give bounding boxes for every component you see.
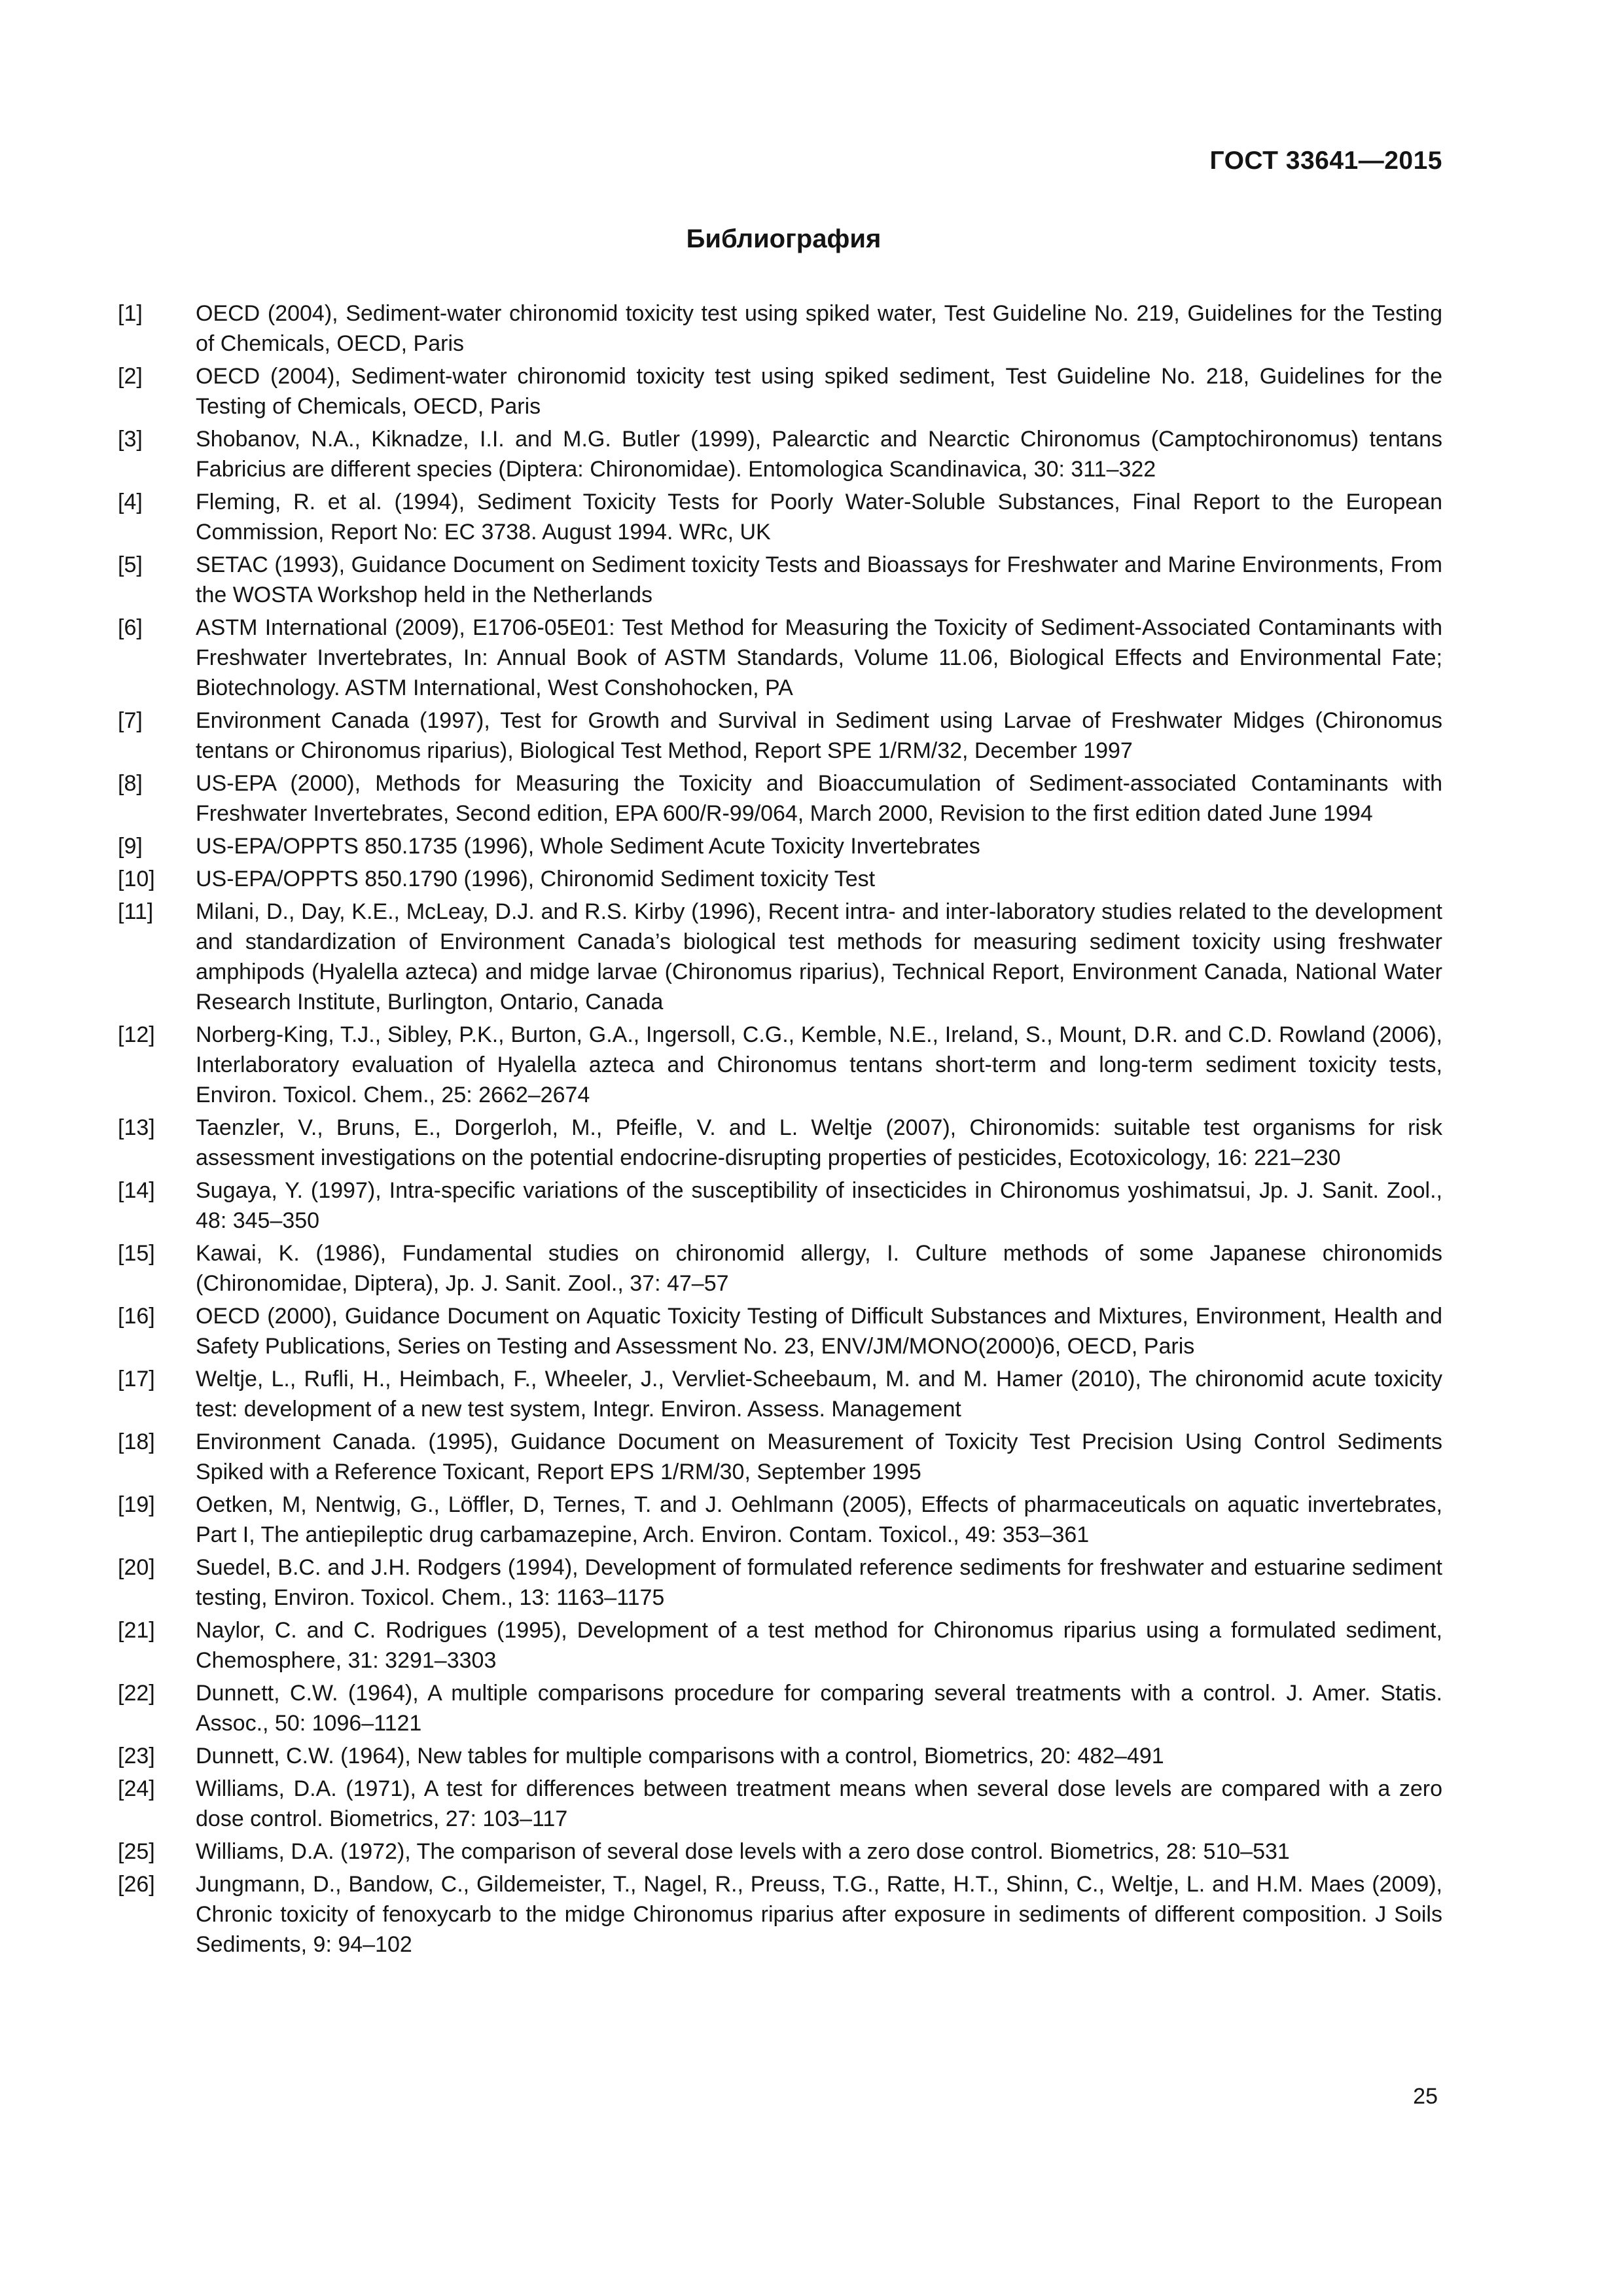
reference-item bbox=[118, 424, 1442, 484]
reference-item bbox=[118, 1301, 1442, 1361]
reference-text: Taenzler, V., Bruns, E., Dorgerloh, M., Pfeifle, V. and L. Weltje (2007), Chironomids: suitable test organisms for risk assessment investigations on the potential endocrine-disrupting properties of pesticides, Ecotoxicology, 16: 221–230 bbox=[196, 1115, 1442, 1170]
reference-number: [8] bbox=[118, 771, 143, 796]
reference-number: [2] bbox=[118, 364, 143, 389]
reference-number: [22] bbox=[118, 1681, 155, 1706]
reference-item bbox=[118, 1490, 1442, 1550]
reference-item bbox=[118, 831, 1442, 861]
reference-text: Naylor, C. and C. Rodrigues (1995), Development of a test method for Chironomus riparius using a formulated sediment, Chemosphere, 31: 3291–3303 bbox=[196, 1618, 1442, 1673]
reference-text: Williams, D.A. (1972), The comparison of several dose levels with a zero dose control. Biometrics, 28: 510–531 bbox=[196, 1839, 1290, 1864]
reference-text: SETAC (1993), Guidance Document on Sediment toxicity Tests and Bioassays for Freshwater and Marine Environments, From the WOSTA Workshop held in the Netherlands bbox=[196, 552, 1442, 607]
reference-number: [12] bbox=[118, 1022, 155, 1047]
reference-item bbox=[118, 1678, 1442, 1738]
reference-item bbox=[118, 1427, 1442, 1487]
reference-number: [14] bbox=[118, 1178, 155, 1203]
reference-item bbox=[118, 613, 1442, 703]
reference-item bbox=[118, 1113, 1442, 1173]
reference-text: Sugaya, Y. (1997), Intra-specific variations of the susceptibility of insecticides in Chironomus yoshimatsui, Jp. J. Sanit. Zool., 48: 345–350 bbox=[196, 1178, 1442, 1233]
reference-text: Williams, D.A. (1971), A test for differences between treatment means when several dose levels are compared with a zero dose control. Biometrics, 27: 103–117 bbox=[196, 1776, 1442, 1831]
page-title: Библиография bbox=[686, 224, 882, 253]
reference-text: Oetken, M, Nentwig, G., Löffler, D, Ternes, T. and J. Oehlmann (2005), Effects of pharmaceuticals on aquatic invertebrates, Part I, The antiepileptic drug carbamazepine, Arch. Environ. Contam. Toxicol., 49: 353–361 bbox=[196, 1492, 1442, 1547]
reference-text: OECD (2000), Guidance Document on Aquatic Toxicity Testing of Difficult Substances and Mixtures, Environment, Health and Safety Publications, Series on Testing and Assessment No. 23, ENV/JM/MONO(2000)6, OECD, Paris bbox=[196, 1304, 1442, 1359]
reference-item bbox=[118, 706, 1442, 766]
reference-number: [23] bbox=[118, 1744, 155, 1768]
reference-item bbox=[118, 1364, 1442, 1424]
reference-number: [18] bbox=[118, 1429, 155, 1454]
reference-number: [17] bbox=[118, 1367, 155, 1391]
reference-text: Weltje, L., Rufli, H., Heimbach, F., Wheeler, J., Vervliet-Scheebaum, M. and M. Hamer (2010), The chironomid acute toxicity test: development of a new test system, Integr. Environ. Assess. Management bbox=[196, 1367, 1442, 1422]
reference-item bbox=[118, 1869, 1442, 1960]
reference-number: [10] bbox=[118, 867, 155, 891]
reference-text: ASTM International (2009), E1706-05E01: Test Method for Measuring the Toxicity of Sediment-Associated Contaminants with Freshwater Invertebrates, In: Annual Book of ASTM Standards, Volume 11.06, Biological Effects and Environmental Fate; Biotechnology. ASTM International, West Conshohocken, PA bbox=[196, 615, 1442, 700]
reference-text: Dunnett, C.W. (1964), New tables for multiple comparisons with a control, Biometrics, 20: 482–491 bbox=[196, 1744, 1164, 1768]
reference-text: Milani, D., Day, K.E., McLeay, D.J. and R.S. Kirby (1996), Recent intra- and inter-laboratory studies related to the development and standardization of Environment Canada’s biological test methods for measuring sediment toxicity using freshwater amphipods (Hyalella azteca) and midge larvae (Chironomus riparius), Technical Report, Environment Canada, National Water Research Institute, Burlington, Ontario, Canada bbox=[196, 899, 1442, 1014]
reference-text: OECD (2004), Sediment-water chironomid toxicity test using spiked sediment, Test Guideline No. 218, Guidelines for the Testing of Chemicals, OECD, Paris bbox=[196, 364, 1442, 419]
reference-number: [6] bbox=[118, 615, 143, 640]
reference-number: [25] bbox=[118, 1839, 155, 1864]
reference-item bbox=[118, 1615, 1442, 1676]
reference-number: [26] bbox=[118, 1872, 155, 1897]
reference-item bbox=[118, 897, 1442, 1017]
reference-text: Suedel, B.C. and J.H. Rodgers (1994), Development of formulated reference sediments for freshwater and estuarine sediment testing, Environ. Toxicol. Chem., 13: 1163–1175 bbox=[196, 1555, 1442, 1610]
reference-item bbox=[118, 361, 1442, 422]
reference-number: [15] bbox=[118, 1241, 155, 1266]
reference-text: US-EPA (2000), Methods for Measuring the Toxicity and Bioaccumulation of Sediment-associated Contaminants with Freshwater Invertebrates, Second edition, EPA 600/R-99/064, March 2000, Revision to the first edition dated June 1994 bbox=[196, 771, 1442, 826]
reference-item bbox=[118, 1020, 1442, 1110]
reference-text: Environment Canada (1997), Test for Growth and Survival in Sediment using Larvae of Freshwater Midges (Chironomus tentans or Chironomus riparius), Biological Test Method, Report SPE 1/RM/32, December 1997 bbox=[196, 708, 1442, 763]
bibliography-list bbox=[118, 298, 1442, 1962]
reference-item bbox=[118, 487, 1442, 547]
reference-text: US-EPA/OPPTS 850.1790 (1996), Chironomid Sediment toxicity Test bbox=[196, 867, 876, 891]
reference-number: [16] bbox=[118, 1304, 155, 1329]
reference-number: [1] bbox=[118, 301, 143, 326]
reference-number: [7] bbox=[118, 708, 143, 733]
reference-item bbox=[118, 298, 1442, 359]
page-number: 25 bbox=[1413, 2084, 1438, 2109]
reference-number: [24] bbox=[118, 1776, 155, 1801]
reference-number: [5] bbox=[118, 552, 143, 577]
reference-text: Dunnett, C.W. (1964), A multiple comparisons procedure for comparing several treatments with a control. J. Amer. Statis. Assoc., 50: 1096–1121 bbox=[196, 1681, 1442, 1736]
reference-item bbox=[118, 1238, 1442, 1299]
reference-item bbox=[118, 550, 1442, 610]
reference-number: [13] bbox=[118, 1115, 155, 1140]
reference-item bbox=[118, 1837, 1442, 1867]
reference-text: OECD (2004), Sediment-water chironomid toxicity test using spiked water, Test Guideline No. 219, Guidelines for the Testing of Chemicals, OECD, Paris bbox=[196, 301, 1442, 356]
reference-text: Environment Canada. (1995), Guidance Document on Measurement of Toxicity Test Precision Using Control Sediments Spiked with a Reference Toxicant, Report EPS 1/RM/30, September 1995 bbox=[196, 1429, 1442, 1484]
reference-item bbox=[118, 1552, 1442, 1613]
reference-text: Fleming, R. et al. (1994), Sediment Toxicity Tests for Poorly Water-Soluble Substances, Final Report to the European Commission, Report No: EC 3738. August 1994. WRc, UK bbox=[196, 490, 1442, 545]
reference-item bbox=[118, 1175, 1442, 1236]
reference-text: Kawai, K. (1986), Fundamental studies on chironomid allergy, I. Culture methods of some Japanese chironomids (Chironomidae, Diptera), Jp. J. Sanit. Zool., 37: 47–57 bbox=[196, 1241, 1442, 1296]
reference-item bbox=[118, 864, 1442, 894]
reference-item bbox=[118, 1774, 1442, 1834]
reference-item bbox=[118, 768, 1442, 829]
reference-number: [3] bbox=[118, 427, 143, 452]
reference-number: [20] bbox=[118, 1555, 155, 1580]
reference-text: Shobanov, N.A., Kiknadze, I.I. and M.G. Butler (1999), Palearctic and Nearctic Chironomus (Camptochironomus) tentans Fabricius are different species (Diptera: Chironomidae). Entomologica Scandinavica, 30: 311–322 bbox=[196, 427, 1442, 482]
reference-text: Jungmann, D., Bandow, C., Gildemeister, T., Nagel, R., Preuss, T.G., Ratte, H.T., Shinn, C., Weltje, L. and H.M. Maes (2009), Chronic toxicity of fenoxycarb to the midge Chironomus riparius after exposure in sediments of different composition. J Soils Sediments, 9: 94–102 bbox=[196, 1872, 1442, 1957]
reference-text: Norberg-King, T.J., Sibley, P.K., Burton, G.A., Ingersoll, C.G., Kemble, N.E., Ireland, S., Mount, D.R. and C.D. Rowland (2006), Interlaboratory evaluation of Hyalella azteca and Chironomus tentans short-term and long-term sediment toxicity tests, Environ. Toxicol. Chem., 25: 2662–2674 bbox=[196, 1022, 1442, 1107]
reference-number: [11] bbox=[118, 899, 154, 924]
reference-number: [4] bbox=[118, 490, 143, 514]
reference-number: [21] bbox=[118, 1618, 155, 1643]
reference-number: [19] bbox=[118, 1492, 155, 1517]
reference-item bbox=[118, 1741, 1442, 1771]
reference-number: [9] bbox=[118, 834, 143, 859]
reference-text: US-EPA/OPPTS 850.1735 (1996), Whole Sediment Acute Toxicity Invertebrates bbox=[196, 834, 980, 859]
document-code-header: ГОСТ 33641—2015 bbox=[1209, 147, 1442, 175]
